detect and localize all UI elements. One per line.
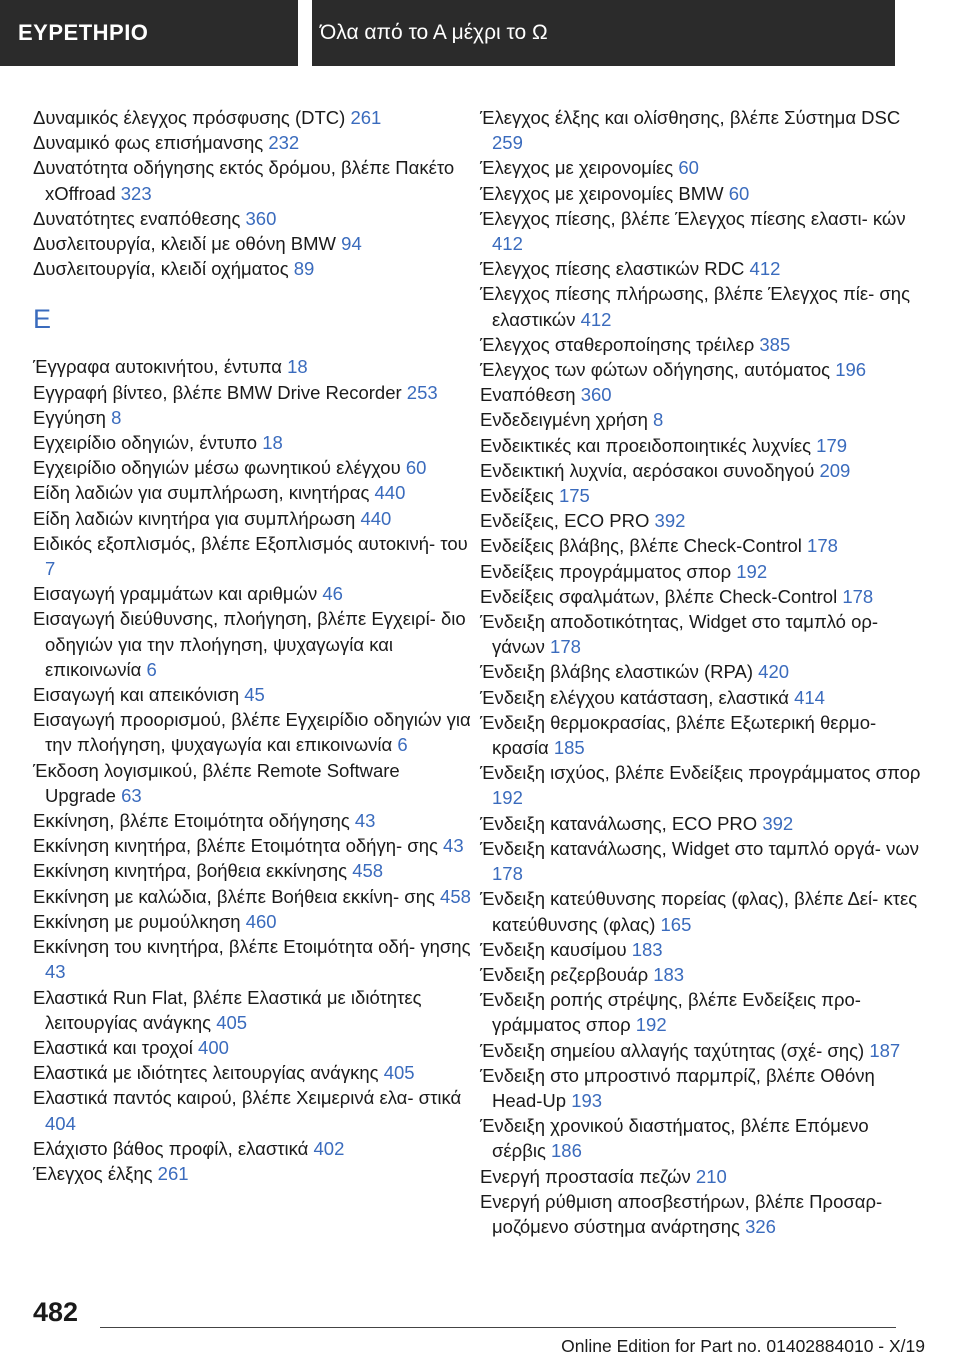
index-entry-term: Έλεγχος πίεσης, βλέπε Έλεγχος πίεσης ελαστι- κών [480, 207, 906, 229]
index-entry-term: Εισαγωγή και απεικόνιση [33, 684, 240, 706]
index-entry-term: Ενεργή προστασία πεζών [480, 1165, 691, 1187]
section-tab: ΕΥΡΕΤΗΡΙΟ [0, 0, 298, 66]
index-entry [33, 455, 473, 480]
index-entry [33, 1161, 473, 1186]
index-entry-term: Ελάχιστο βάθος προφίλ, ελαστικά [33, 1137, 309, 1159]
index-page-link[interactable]: 259 [492, 132, 523, 154]
index-entry-term: Ελαστικά με ιδιότητες λειτουργίας ανάγκης [33, 1062, 379, 1084]
section-subtitle: Όλα από το Α μέχρι το Ω [312, 0, 895, 66]
index-page-link[interactable]: 183 [653, 963, 685, 985]
index-page-link[interactable]: 392 [762, 812, 794, 834]
index-page-link[interactable]: 18 [262, 432, 283, 454]
index-entry [33, 833, 473, 858]
index-entry [480, 659, 925, 684]
index-entry-term: Εκκίνηση με ρυμούλκηση [33, 910, 241, 932]
index-entry [480, 533, 925, 558]
index-entry [480, 206, 925, 256]
index-page-link[interactable]: 94 [341, 233, 362, 255]
index-page-link[interactable]: 360 [580, 384, 612, 406]
index-page-link[interactable]: 6 [397, 734, 408, 756]
index-entry [33, 1085, 473, 1135]
index-page-link[interactable]: 60 [678, 157, 699, 179]
index-entry [480, 407, 925, 432]
index-entry [33, 808, 473, 833]
index-entry-term: Εναπόθεση [480, 384, 576, 406]
index-page-link[interactable]: 392 [654, 510, 686, 532]
index-entry-term: Εκκίνηση, βλέπε Ετοιμότητα οδήγησης [33, 810, 350, 832]
index-entry-term: Ελαστικά και τροχοί [33, 1036, 193, 1058]
index-entry [33, 405, 473, 430]
index-entry-term: Έλεγχος πίεσης πλήρωσης, βλέπε Έλεγχος πίε- σης ελαστικών [480, 283, 911, 330]
index-entry-term: Ενδεικτική λυχνία, αερόσακοι συνοδηγού [480, 459, 815, 481]
index-entry-term: Ενδείξεις, ECO PRO [480, 510, 650, 532]
index-page-link[interactable]: 192 [635, 1014, 667, 1036]
index-entry [480, 332, 925, 357]
index-page-link[interactable]: 458 [440, 885, 471, 907]
index-page-link[interactable]: 253 [406, 381, 438, 403]
index-page-link[interactable]: 360 [245, 207, 277, 229]
index-entry [33, 1060, 473, 1085]
index-entry-term: Εισαγωγή διεύθυνσης, πλοήγηση, βλέπε Εγχειρί- διο οδηγιών για την πλοήγηση, ψυχαγωγία και επικοινωνία [33, 608, 466, 680]
index-page-link[interactable]: 402 [313, 1137, 345, 1159]
index-page-link[interactable]: 183 [631, 938, 663, 960]
index-page-link[interactable]: 186 [551, 1140, 582, 1162]
index-entry [480, 559, 925, 584]
index-entry [480, 357, 925, 382]
index-entry-term: Ένδειξη καυσίμου [480, 938, 627, 960]
index-entry [480, 760, 925, 810]
index-page-link[interactable]: 196 [835, 359, 867, 381]
index-page-link[interactable]: 165 [660, 913, 692, 935]
page-number: 482 [33, 1297, 79, 1327]
index-page-link[interactable]: 414 [794, 686, 825, 708]
index-page-link[interactable]: 8 [653, 409, 664, 431]
index-entry [480, 609, 925, 659]
index-page-link[interactable]: 45 [244, 684, 265, 706]
index-entry [33, 884, 473, 909]
index-entry [33, 155, 473, 205]
index-entry [33, 354, 473, 379]
index-entry [480, 281, 925, 331]
index-entry [33, 506, 473, 531]
index-entry-term: Δυσλειτουργία, κλειδί με οθόνη BMW [33, 233, 337, 255]
index-page-link[interactable]: 385 [759, 333, 791, 355]
index-entry [33, 480, 473, 505]
index-entry-term: Δυνατότητες εναπόθεσης [33, 207, 241, 229]
index-entry [480, 1189, 925, 1239]
index-entry-term: Ένδειξη σημείου αλλαγής ταχύτητας (σχέ- σης) [480, 1039, 865, 1061]
index-entry [33, 909, 473, 934]
index-page-link[interactable]: 326 [745, 1215, 776, 1237]
index-entry [480, 584, 925, 609]
index-page-link[interactable]: 43 [443, 835, 464, 857]
index-page-link[interactable]: 60 [405, 457, 427, 479]
index-page-link[interactable]: 404 [45, 1112, 76, 1134]
index-entry [480, 155, 925, 180]
index-entry [480, 105, 925, 155]
index-entry-term: Έλεγχος έλξης και ολίσθησης, βλέπε Σύστημα DSC [480, 107, 901, 128]
index-entry [480, 1164, 925, 1189]
index-entry-term: Ελαστικά παντός καιρού, βλέπε Χειμερινά ελα- στικά [33, 1087, 462, 1109]
index-entry [33, 682, 473, 707]
index-entry-term: Εγγύηση [33, 406, 106, 428]
index-page-link[interactable]: 412 [580, 308, 612, 330]
index-page-link[interactable]: 420 [758, 661, 790, 683]
index-entry [480, 886, 925, 936]
index-page-link[interactable]: 179 [816, 434, 848, 456]
index-entry [480, 181, 925, 206]
index-page-link[interactable]: 261 [350, 107, 382, 128]
footer-divider [100, 1327, 896, 1328]
index-entry [480, 962, 925, 987]
index-letter-heading: E [33, 304, 52, 335]
index-page-link[interactable]: 63 [121, 784, 142, 806]
index-entry-term: Είδη λαδιών για συμπλήρωση, κινητήρας [33, 482, 370, 504]
index-page-link[interactable]: 185 [553, 737, 585, 759]
index-entry [33, 1035, 473, 1060]
index-entry-term: Έλεγχος πίεσης ελαστικών RDC [480, 258, 745, 280]
index-entry-term: Ειδικός εξοπλισμός, βλέπε Εξοπλισμός αυτοκινή- του [33, 532, 468, 554]
index-page-link[interactable]: 323 [120, 182, 152, 204]
index-entry [480, 508, 925, 533]
index-entry [480, 1038, 925, 1063]
index-entry-term: Εγχειρίδιο οδηγιών, έντυπο [33, 432, 258, 454]
index-page-link[interactable]: 6 [146, 658, 157, 680]
index-entry [33, 130, 473, 155]
index-entry-term: Δυσλειτουργία, κλειδί οχήματος [33, 258, 289, 280]
index-column-right [480, 105, 925, 1239]
index-entry [33, 707, 473, 757]
index-entry-term: Έκδοση λογισμικού, βλέπε Remote Software Upgrade [33, 759, 400, 806]
index-entry [480, 811, 925, 836]
index-page-link[interactable]: 178 [550, 636, 581, 658]
index-entry [480, 987, 925, 1037]
index-entry-term: Ένδειξη στο μπροστινό παρμπρίζ, βλέπε Οθόνη Head-Up [480, 1064, 875, 1111]
index-entry-term: Έλεγχος των φώτων οδήγησης, αυτόματος [480, 359, 831, 381]
index-page-link[interactable]: 60 [728, 182, 750, 204]
index-page-link[interactable]: 8 [111, 406, 122, 428]
index-entry-term: Εκκίνηση του κινητήρα, βλέπε Ετοιμότητα οδή- γησης [33, 936, 471, 958]
index-entry-term: Ένδειξη αποδοτικότητας, Widget στο ταμπλό ορ- γάνων [480, 611, 879, 658]
index-page-link[interactable]: 209 [819, 459, 851, 481]
index-entry [33, 1136, 473, 1161]
index-entry-term: Ένδειξη κατεύθυνσης πορείας (φλας), βλέπε Δεί- κτες κατεύθυνσης (φλας) [480, 888, 918, 935]
index-entry [480, 483, 925, 508]
index-page-link[interactable]: 187 [869, 1039, 901, 1061]
index-entry-term: Ένδειξη ελέγχου κατάσταση, ελαστικά [480, 686, 789, 708]
index-entry [33, 581, 473, 606]
index-group-epsilon [33, 354, 473, 1186]
index-page-link[interactable]: 192 [736, 560, 768, 582]
index-entry [33, 758, 473, 808]
index-entry-term: Εκκίνηση κινητήρα, βλέπε Ετοιμότητα οδήγη- σης [33, 835, 438, 857]
index-entry-term: Έλεγχος έλξης [33, 1162, 153, 1184]
index-page-link[interactable]: 18 [287, 356, 308, 378]
index-page-link[interactable]: 460 [245, 910, 277, 932]
index-page-link[interactable]: 192 [492, 787, 523, 809]
index-page-link[interactable]: 7 [45, 558, 56, 580]
index-entry [33, 206, 473, 231]
index-entry-term: Ένδειξη ρεζερβουάρ [480, 963, 649, 985]
index-entry [33, 256, 473, 281]
index-entry-term: Ένδειξη βλάβης ελαστικών (RPA) [480, 661, 754, 683]
index-entry-term: Ένδειξη ροπής στρέψης, βλέπε Ενδείξεις προ- γράμματος σπορ [480, 989, 861, 1036]
index-entry [33, 934, 473, 984]
index-entry [480, 937, 925, 962]
index-page-link[interactable]: 261 [157, 1162, 189, 1184]
index-group-epsilon-cont [480, 105, 925, 1239]
index-entry [480, 433, 925, 458]
index-entry-term: Ένδειξη ισχύος, βλέπε Ενδείξεις προγράμματος σπορ [480, 762, 921, 784]
index-page-link[interactable]: 175 [558, 485, 590, 507]
index-entry [480, 710, 925, 760]
index-entry-term: Έγγραφα αυτοκινήτου, έντυπα [33, 356, 282, 378]
index-entry-term: Είδη λαδιών κινητήρα για συμπλήρωση [33, 507, 356, 529]
index-page-link[interactable]: 412 [749, 258, 781, 280]
index-entry-term: Ενδείξεις [480, 485, 554, 507]
index-page-link[interactable]: 178 [842, 585, 874, 607]
index-page-link[interactable]: 46 [322, 583, 343, 605]
index-entry-term: Εγγραφή βίντεο, βλέπε BMW Drive Recorder [33, 381, 402, 403]
index-page-link[interactable]: 178 [492, 863, 523, 885]
index-entry [480, 458, 925, 483]
index-page-link[interactable]: 440 [360, 507, 392, 529]
index-page-link[interactable]: 89 [293, 258, 315, 280]
index-column-left [33, 105, 473, 1186]
index-page-link[interactable]: 43 [354, 810, 376, 832]
index-entry-term: Ενεργή ρύθμιση αποσβεστήρων, βλέπε Προσαρ- μοζόμενο σύστημα ανάρτησης [480, 1190, 883, 1237]
index-page-link[interactable]: 405 [216, 1011, 248, 1033]
index-entry-term: Δυναμικό φως επισήμανσης [33, 132, 264, 154]
index-entry-term: Εκκίνηση με καλώδια, βλέπε Βοήθεια εκκίνη- σης [33, 885, 435, 907]
index-page-link[interactable]: 193 [571, 1089, 603, 1111]
index-entry-term: Ενδεικτικές και προειδοποιητικές λυχνίες [480, 434, 812, 456]
index-entry-term: Εισαγωγή γραμμάτων και αριθμών [33, 583, 318, 605]
index-entry [33, 105, 473, 130]
index-page-link[interactable]: 400 [198, 1036, 229, 1058]
index-page-link[interactable]: 178 [807, 535, 838, 557]
index-page-link[interactable]: 458 [352, 860, 384, 882]
index-entry-term: Έλεγχος με χειρονομίες BMW [480, 182, 724, 204]
index-entry-term: Δυνατότητα οδήγησης εκτός δρόμου, βλέπε Πακέτο xOffroad [33, 157, 455, 204]
index-entry-term: Εκκίνηση κινητήρα, βοήθεια εκκίνησης [33, 860, 348, 882]
index-entry-term: Δυναμικός έλεγχος πρόσφυσης (DTC) [33, 107, 346, 128]
index-entry-term: Ένδειξη χρονικού διαστήματος, βλέπε Επόμενο σέρβις [480, 1115, 869, 1162]
index-entry [33, 985, 473, 1035]
index-entry-term: Ενδεδειγμένη χρήση [480, 409, 648, 431]
index-entry-term: Ένδειξη κατανάλωσης, ECO PRO [480, 812, 758, 834]
index-entry-term: Ενδείξεις βλάβης, βλέπε Check-Control [480, 535, 802, 557]
index-entry [480, 836, 925, 886]
index-page-link[interactable]: 412 [492, 233, 523, 255]
index-entry-term: Εγχειρίδιο οδηγιών μέσω φωνητικού ελέγχου [33, 457, 401, 479]
index-entry [33, 531, 473, 581]
page-header [0, 0, 960, 66]
index-entry-term: Ένδειξη θερμοκρασίας, βλέπε Εξωτερική θερμο- κρασία [480, 711, 877, 759]
index-page-link[interactable]: 210 [695, 1165, 727, 1187]
index-entry [33, 858, 473, 883]
index-page-link[interactable]: 405 [383, 1062, 415, 1084]
index-page-link[interactable]: 440 [374, 482, 406, 504]
index-entry [33, 380, 473, 405]
index-entry-term: Ελαστικά Run Flat, βλέπε Ελαστικά με ιδιότητες λειτουργίας ανάγκης [33, 986, 422, 1033]
footer-edition: Online Edition for Part no. 01402884010 - X/19 [561, 1336, 925, 1356]
index-group-delta [33, 105, 473, 281]
index-entry [480, 685, 925, 710]
index-entry [480, 256, 925, 281]
index-entry-term: Ένδειξη κατανάλωσης, Widget στο ταμπλό οργά- νων [480, 837, 920, 859]
index-page-link[interactable]: 232 [268, 132, 300, 154]
index-entry [480, 382, 925, 407]
index-entry [33, 606, 473, 682]
index-entry-term: Ενδείξεις προγράμματος σπορ [480, 560, 732, 582]
index-entry [480, 1063, 925, 1113]
index-entry-term: Έλεγχος σταθεροποίησης τρέιλερ [480, 333, 755, 355]
index-entry-term: Εισαγωγή προορισμού, βλέπε Εγχειρίδιο οδηγιών για την πλοήγηση, ψυχαγωγία και επικοινωνία [33, 709, 471, 756]
index-entry [33, 430, 473, 455]
index-entry-term: Έλεγχος με χειρονομίες [480, 157, 674, 179]
index-page-link[interactable]: 43 [45, 961, 66, 983]
index-entry [33, 231, 473, 256]
index-entry-term: Ενδείξεις σφαλμάτων, βλέπε Check-Control [480, 585, 838, 607]
index-entry [480, 1113, 925, 1163]
